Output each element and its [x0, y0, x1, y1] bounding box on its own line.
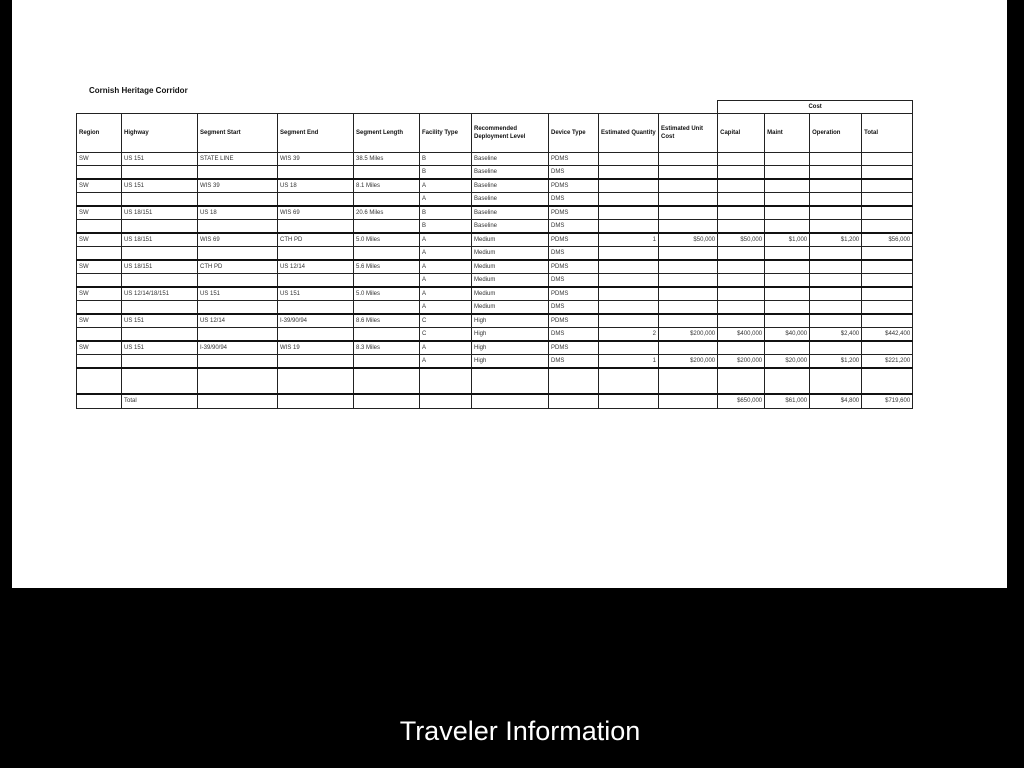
empty-cell [862, 368, 913, 394]
table-cell: DMS [549, 355, 599, 369]
table-cell [765, 287, 810, 301]
table-cell: Baseline [472, 166, 549, 180]
table-cell [810, 314, 862, 328]
table-cell: US 18 [278, 179, 354, 193]
table-cell [122, 220, 198, 234]
header-spacer [77, 101, 718, 114]
table-cell: 5.0 Miles [354, 233, 420, 247]
table-cell: DMS [549, 328, 599, 342]
table-cell [862, 274, 913, 288]
table-cell [198, 274, 278, 288]
table-cell: A [420, 287, 472, 301]
table-cell [198, 394, 278, 409]
table-cell: $200,000 [718, 355, 765, 369]
table-cell [718, 301, 765, 315]
cost-group-header: Cost [718, 101, 913, 114]
table-cell: US 151 [122, 179, 198, 193]
table-cell: PDMS [549, 206, 599, 220]
table-cell [765, 153, 810, 166]
table-cell: A [420, 233, 472, 247]
table-cell [810, 206, 862, 220]
total-row [77, 394, 913, 409]
table-row [77, 179, 913, 193]
table-row [77, 153, 913, 166]
empty-cell [765, 368, 810, 394]
spacer-row [77, 368, 913, 394]
table-cell [278, 247, 354, 261]
table-cell [718, 220, 765, 234]
table-cell: Medium [472, 274, 549, 288]
table-cell: SW [77, 341, 122, 355]
table-cell [862, 193, 913, 207]
table-cell [354, 193, 420, 207]
empty-cell [810, 368, 862, 394]
table-cell [810, 220, 862, 234]
table-cell: Baseline [472, 153, 549, 166]
table-cell: High [472, 328, 549, 342]
table-cell: 8.6 Miles [354, 314, 420, 328]
table-cell [810, 166, 862, 180]
table-cell [599, 341, 659, 355]
table-cell: Total [122, 394, 198, 409]
table-cell: 5.6 Miles [354, 260, 420, 274]
table-cell [862, 301, 913, 315]
table-cell: I-39/90/94 [198, 341, 278, 355]
table-cell: DMS [549, 193, 599, 207]
table-cell: $1,000 [765, 233, 810, 247]
table-cell: $200,000 [659, 328, 718, 342]
table-cell: US 151 [122, 153, 198, 166]
table-cell: $61,000 [765, 394, 810, 409]
table-cell: WIS 69 [198, 233, 278, 247]
table-cell: PDMS [549, 314, 599, 328]
table-cell: PDMS [549, 287, 599, 301]
table-body [77, 153, 913, 409]
table-cell: SW [77, 260, 122, 274]
table-cell [862, 247, 913, 261]
table-row [77, 233, 913, 247]
column-header-row [77, 114, 913, 153]
cost-group-row [77, 101, 913, 114]
table-cell: $40,000 [765, 328, 810, 342]
table-cell [198, 355, 278, 369]
table-cell: 20.6 Miles [354, 206, 420, 220]
table-cell: Baseline [472, 220, 549, 234]
table-cell [354, 166, 420, 180]
table-cell [862, 260, 913, 274]
table-row [77, 287, 913, 301]
table-cell: $719,600 [862, 394, 913, 409]
column-header: Highway [122, 114, 198, 153]
table-cell [278, 355, 354, 369]
table-row [77, 193, 913, 207]
table-cell [718, 247, 765, 261]
table-cell [599, 274, 659, 288]
table-cell [278, 301, 354, 315]
table-cell [354, 247, 420, 261]
table-cell [198, 328, 278, 342]
table-row [77, 247, 913, 261]
table-row [77, 341, 913, 355]
column-header: Estimated Quantity [599, 114, 659, 153]
empty-cell [278, 368, 354, 394]
table-cell: DMS [549, 247, 599, 261]
table-cell: $20,000 [765, 355, 810, 369]
table-cell [472, 394, 549, 409]
table-cell [599, 394, 659, 409]
table-cell [718, 341, 765, 355]
table-cell: Medium [472, 233, 549, 247]
table-cell [198, 247, 278, 261]
table-cell: US 151 [198, 287, 278, 301]
empty-cell [77, 368, 122, 394]
table-cell: 38.5 Miles [354, 153, 420, 166]
table-cell [862, 220, 913, 234]
table-cell [122, 301, 198, 315]
table-cell [278, 394, 354, 409]
table-cell: High [472, 355, 549, 369]
table-cell [122, 274, 198, 288]
table-cell: Medium [472, 301, 549, 315]
table-cell [765, 341, 810, 355]
table-cell: Baseline [472, 206, 549, 220]
table-cell: US 12/14/18/151 [122, 287, 198, 301]
table-cell: Medium [472, 247, 549, 261]
table-cell: High [472, 341, 549, 355]
table-cell [198, 193, 278, 207]
table-cell [765, 247, 810, 261]
empty-cell [354, 368, 420, 394]
table-cell: A [420, 341, 472, 355]
table-cell [77, 394, 122, 409]
table-cell [122, 247, 198, 261]
table-cell: STATE LINE [198, 153, 278, 166]
table-cell: 8.1 Miles [354, 179, 420, 193]
table-cell: US 18 [198, 206, 278, 220]
table-cell [659, 193, 718, 207]
table-cell: US 151 [278, 287, 354, 301]
column-header: Segment Start [198, 114, 278, 153]
table-cell: B [420, 153, 472, 166]
table-cell: US 12/14 [198, 314, 278, 328]
table-cell: DMS [549, 274, 599, 288]
table-cell [862, 341, 913, 355]
table-cell [198, 220, 278, 234]
table-cell [718, 274, 765, 288]
table-cell [77, 274, 122, 288]
table-cell [810, 193, 862, 207]
table-cell [862, 206, 913, 220]
table-row [77, 260, 913, 274]
table-cell: A [420, 301, 472, 315]
table-cell: $4,800 [810, 394, 862, 409]
table-cell: $56,000 [862, 233, 913, 247]
table-cell [278, 328, 354, 342]
table-cell: 1 [599, 233, 659, 247]
table-cell [659, 206, 718, 220]
table-cell: WIS 19 [278, 341, 354, 355]
empty-cell [549, 368, 599, 394]
table-cell: Medium [472, 287, 549, 301]
column-header: Total [862, 114, 913, 153]
table-cell: C [420, 314, 472, 328]
column-header: Facility Type [420, 114, 472, 153]
column-header: Segment End [278, 114, 354, 153]
table-header [77, 101, 913, 153]
table-cell [718, 287, 765, 301]
table-cell [77, 301, 122, 315]
table-cell [354, 220, 420, 234]
table-cell: SW [77, 287, 122, 301]
table-cell [77, 328, 122, 342]
empty-cell [718, 368, 765, 394]
table-cell [659, 260, 718, 274]
table-cell [659, 153, 718, 166]
table-cell [278, 274, 354, 288]
table-cell [77, 220, 122, 234]
table-cell: Baseline [472, 193, 549, 207]
table-cell [718, 193, 765, 207]
table-cell [718, 179, 765, 193]
slide-caption: Traveler Information [399, 716, 641, 746]
table-cell: PDMS [549, 233, 599, 247]
table-cell [659, 341, 718, 355]
table-cell [599, 193, 659, 207]
column-header: Device Type [549, 114, 599, 153]
table-cell: 2 [599, 328, 659, 342]
table-cell: $221,200 [862, 355, 913, 369]
empty-cell [122, 368, 198, 394]
empty-cell [420, 368, 472, 394]
table-cell [122, 166, 198, 180]
table-cell [765, 260, 810, 274]
table-cell [599, 260, 659, 274]
table-cell [810, 153, 862, 166]
table-row [77, 355, 913, 369]
table-cell [810, 247, 862, 261]
table-row [77, 206, 913, 220]
table-cell [77, 247, 122, 261]
table-cell [354, 394, 420, 409]
table-cell: $50,000 [718, 233, 765, 247]
table-cell: WIS 39 [198, 179, 278, 193]
empty-cell [198, 368, 278, 394]
table-cell: US 151 [122, 314, 198, 328]
table-cell [765, 206, 810, 220]
table-cell [122, 193, 198, 207]
table-cell: $1,200 [810, 355, 862, 369]
table-cell: $2,400 [810, 328, 862, 342]
table-cell: $400,000 [718, 328, 765, 342]
column-header: Capital [718, 114, 765, 153]
table-cell [810, 301, 862, 315]
table-cell: High [472, 314, 549, 328]
table-cell: PDMS [549, 341, 599, 355]
table-cell: WIS 39 [278, 153, 354, 166]
table-cell: A [420, 193, 472, 207]
table-cell [599, 206, 659, 220]
column-header: Operation [810, 114, 862, 153]
table-cell [862, 179, 913, 193]
table-cell: PDMS [549, 153, 599, 166]
table-cell: SW [77, 233, 122, 247]
table-cell [659, 287, 718, 301]
table-cell [278, 193, 354, 207]
table-cell: B [420, 206, 472, 220]
table-cell [765, 314, 810, 328]
table-cell [810, 179, 862, 193]
table-cell: 5.0 Miles [354, 287, 420, 301]
table-row [77, 328, 913, 342]
table-cell [718, 260, 765, 274]
table-cell [599, 247, 659, 261]
table-cell [278, 166, 354, 180]
table-cell [198, 301, 278, 315]
table-cell: B [420, 220, 472, 234]
table-cell: Baseline [472, 179, 549, 193]
table-cell [278, 220, 354, 234]
column-header: Region [77, 114, 122, 153]
table-cell: A [420, 274, 472, 288]
table-cell [659, 247, 718, 261]
table-cell: SW [77, 314, 122, 328]
table-cell [354, 274, 420, 288]
table-cell: DMS [549, 220, 599, 234]
table-cell [659, 179, 718, 193]
table-cell: WIS 69 [278, 206, 354, 220]
table-cell: SW [77, 153, 122, 166]
table-cell: A [420, 247, 472, 261]
empty-cell [659, 368, 718, 394]
table-cell: US 151 [122, 341, 198, 355]
table-cell [659, 301, 718, 315]
table-cell [659, 274, 718, 288]
table-cell [862, 153, 913, 166]
table-cell [354, 355, 420, 369]
table-cell [549, 394, 599, 409]
table-cell [599, 220, 659, 234]
table-cell: SW [77, 206, 122, 220]
table-cell [718, 153, 765, 166]
table-cell: B [420, 166, 472, 180]
cost-table [76, 100, 913, 409]
table-cell [354, 301, 420, 315]
table-cell [765, 166, 810, 180]
table-cell: $50,000 [659, 233, 718, 247]
table-cell: CTH PD [278, 233, 354, 247]
empty-cell [472, 368, 549, 394]
table-cell: PDMS [549, 260, 599, 274]
table-cell [122, 328, 198, 342]
table-cell [77, 355, 122, 369]
table-cell [659, 314, 718, 328]
table-cell: I-39/90/94 [278, 314, 354, 328]
column-header: Recommended Deployment Level [472, 114, 549, 153]
table-row [77, 166, 913, 180]
table-cell [718, 206, 765, 220]
table-cell [810, 260, 862, 274]
table-cell [420, 394, 472, 409]
table-cell: DMS [549, 301, 599, 315]
table-cell [599, 153, 659, 166]
table-cell: US 18/151 [122, 260, 198, 274]
table-cell: $200,000 [659, 355, 718, 369]
document-title: Cornish Heritage Corridor [89, 86, 188, 95]
table-cell: Medium [472, 260, 549, 274]
table-cell: $650,000 [718, 394, 765, 409]
table-cell: $1,200 [810, 233, 862, 247]
table-cell [599, 179, 659, 193]
table-row [77, 301, 913, 315]
table-cell [77, 166, 122, 180]
table-cell [765, 274, 810, 288]
table-cell: A [420, 179, 472, 193]
table-cell [862, 166, 913, 180]
table-cell [659, 166, 718, 180]
table-cell [599, 314, 659, 328]
table-cell: PDMS [549, 179, 599, 193]
table-cell [765, 179, 810, 193]
table-cell [718, 166, 765, 180]
empty-cell [599, 368, 659, 394]
table-row [77, 220, 913, 234]
table-cell: A [420, 355, 472, 369]
table-cell: DMS [549, 166, 599, 180]
table-row [77, 314, 913, 328]
table-cell: $442,400 [862, 328, 913, 342]
table-cell: 8.3 Miles [354, 341, 420, 355]
table-cell [77, 193, 122, 207]
table-row [77, 274, 913, 288]
table-cell: A [420, 260, 472, 274]
table-cell [765, 220, 810, 234]
table-cell: 1 [599, 355, 659, 369]
table-cell: SW [77, 179, 122, 193]
table-cell [810, 341, 862, 355]
table-cell [122, 355, 198, 369]
column-header: Maint [765, 114, 810, 153]
table-cell [862, 314, 913, 328]
table-cell [599, 301, 659, 315]
table-cell: CTH PD [198, 260, 278, 274]
table-cell [354, 328, 420, 342]
table-cell [599, 287, 659, 301]
table-cell [765, 301, 810, 315]
column-header: Segment Length [354, 114, 420, 153]
table-cell [862, 287, 913, 301]
table-cell [659, 220, 718, 234]
table-cell: US 12/14 [278, 260, 354, 274]
column-header: Estimated Unit Cost [659, 114, 718, 153]
table-cell [810, 287, 862, 301]
table-cell [718, 314, 765, 328]
table-cell [810, 274, 862, 288]
table-cell: US 18/151 [122, 206, 198, 220]
table-cell: C [420, 328, 472, 342]
table-cell [198, 166, 278, 180]
table-cell: US 18/151 [122, 233, 198, 247]
table-cell [599, 166, 659, 180]
table-cell [765, 193, 810, 207]
table-cell [659, 394, 718, 409]
